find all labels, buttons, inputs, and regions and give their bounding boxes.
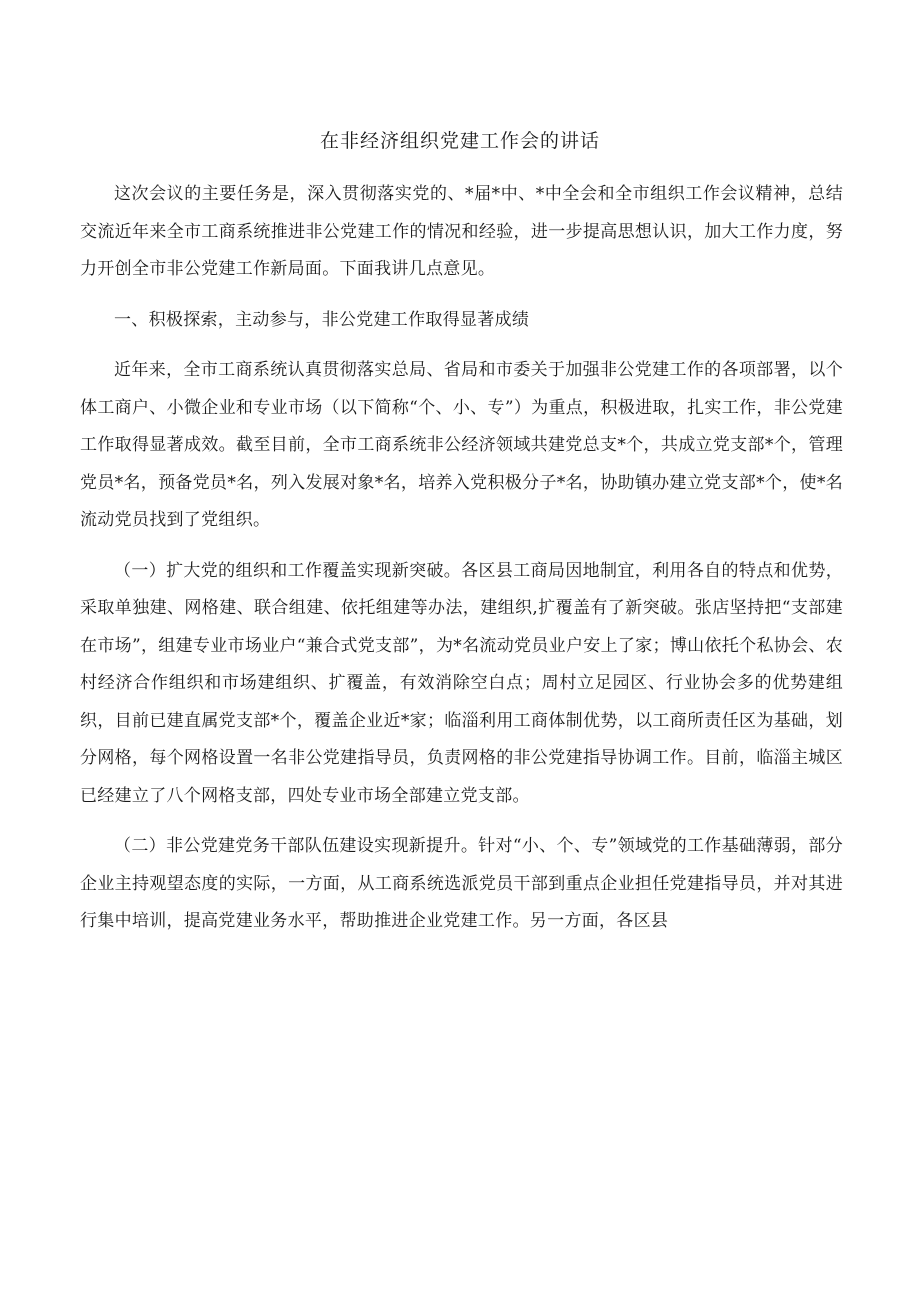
section-heading-1: 一、积极探索，主动参与，非公党建工作取得显著成绩 (114, 309, 530, 330)
paragraph-subsection-2: （二）非公党建党务干部队伍建设实现新提升。针对“小、个、专”领域党的工作基础薄弱，部分企业主持观望态度的实际，一方面，从工商系统选派党员干部到重点企业担任党建指导员，并对其进行集中培训，提高党建业务水平，帮助推进企业党建工作。另一方面，各区县 (80, 836, 843, 931)
document-body (80, 176, 843, 954)
document-title: 在非经济组织党建工作会的讲话 (319, 130, 600, 152)
paragraph-subsection-1: （一）扩大党的组织和工作覆盖实现新突破。各区县工商局因地制宜，利用各自的特点和优势，采取单独建、网格建、联合组建、依托组建等办法，建组织,扩覆盖有了新突破。张店坚持把“支部建在市场”，组建专业市场业户“兼合式党支部”，为*名流动党员业户安上了家；博山依托个私协会、农村经济合作组织和市场建组织、扩覆盖，有效消除空白点；周村立足园区、行业协会多的优势建组织，目前已建直属党支部*个，覆盖企业近*家；临淄利用工商体制优势，以工商所责任区为基础，划分网格，每个网格设置一名非公党建指导员，负责网格的非公党建指导协调工作。目前，临淄主城区已经建立了八个网格支部，四处专业市场全部建立党支部。 (80, 560, 843, 806)
paragraph-achievements: 近年来，全市工商系统认真贯彻落实总局、省局和市委关于加强非公党建工作的各项部署，以个体工商户、小微企业和专业市场（以下简称“个、小、专”）为重点，积极进取，扎实工作，非公党建工作取得显著成效。截至目前，全市工商系统非公经济领域共建党总支*个，共成立党支部*个，管理党员*名，预备党员*名，列入发展对象*名，培养入党积极分子*名，协助镇办建立党支部*个，使*名流动党员找到了党组织。 (80, 360, 843, 530)
paragraph-intro: 这次会议的主要任务是，深入贯彻落实党的、*届*中、*中全会和全市组织工作会议精神，总结交流近年来全市工商系统推进非公党建工作的情况和经验，进一步提高思想认识，加大工作力度，努力开创全市非公党建工作新局面。下面我讲几点意见。 (80, 184, 843, 279)
